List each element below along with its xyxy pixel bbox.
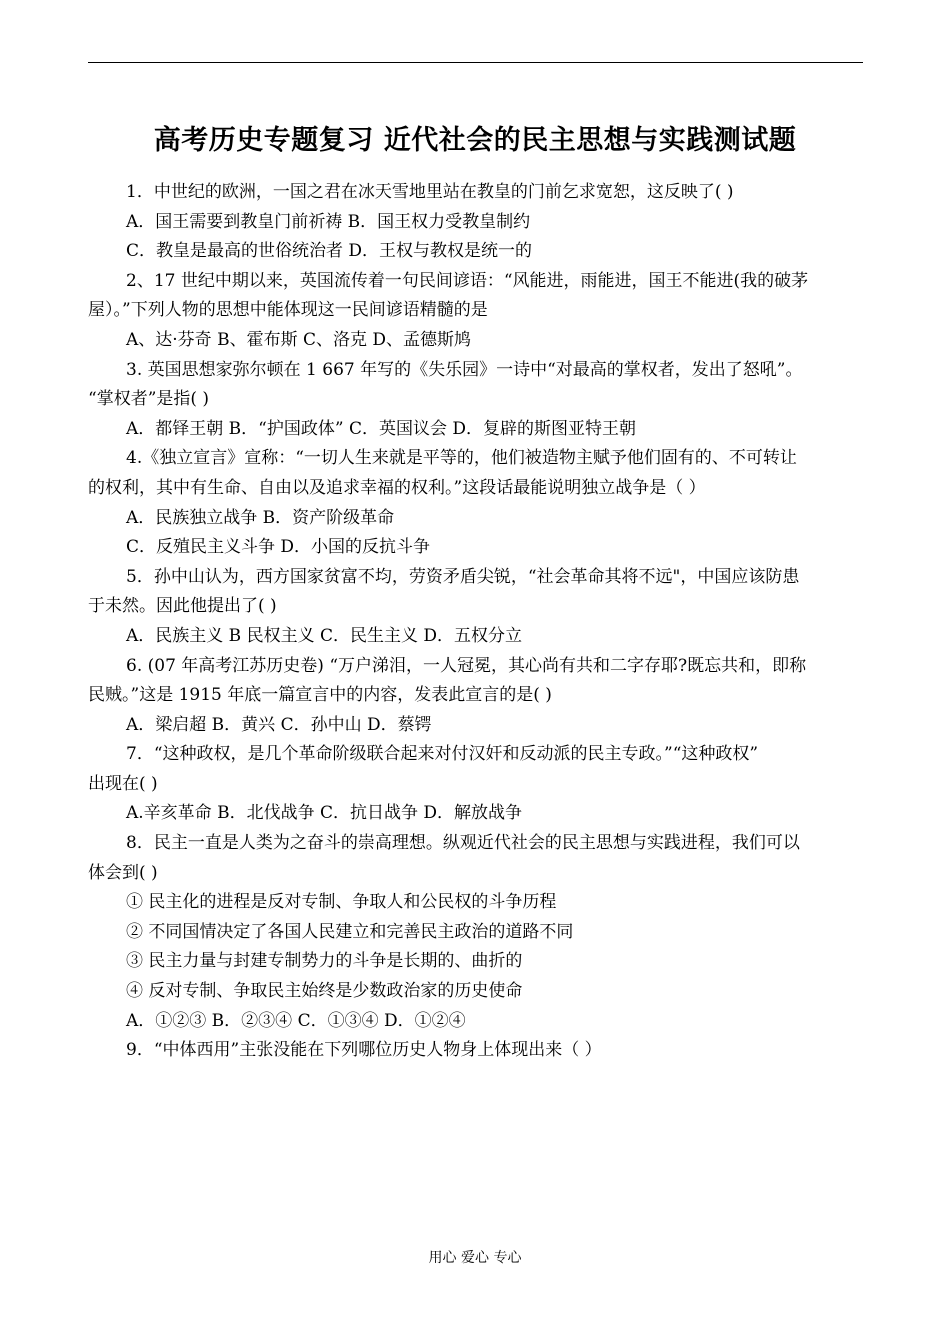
header-rule [88,62,863,63]
text-line: A、达·芬奇 B、霍布斯 C、洛克 D、孟德斯鸠 [126,329,472,350]
text-line: 体会到( ) [88,862,158,883]
text-line: 4.《独立宣言》宣称：“一切人生来就是平等的，他们被造物主赋予他们固有的、不可转让 [126,448,797,469]
text-line: C．教皇是最高的世俗统治者 D．王权与教权是统一的 [126,241,533,262]
text-line: 出现在( ) [88,773,158,794]
text-line: 1．中世纪的欧洲，一国之君在冰天雪地里站在教皇的门前乞求宽恕，这反映了( ) [126,182,734,202]
text-line: 6. (07 年高考江苏历史卷) “万户涕泪，一人冠冕，其心尚有共和二字存耶?既忘共和，即称 [126,655,807,676]
text-line: 5．孙中山认为，西方国家贫富不均，劳资矛盾尖锐，“社会革命其将不远"，中国应该防患 [126,566,800,587]
page-footer: 用心 爱心 专心 [428,1250,522,1266]
text-line: 屋）。”下列人物的思想中能体现这一民间谚语精髓的是 [88,300,488,321]
text-line: 2、17 世纪中期以来，英国流传着一句民间谚语：“风能进，雨能进，国王不能进(我的破茅 [126,270,809,291]
text-line: 3. 英国思想家弥尔顿在 1 667 年写的《失乐园》一诗中“对最高的掌权者，发出了怒吼”。 [126,359,803,380]
text-line: 于未然。因此他提出了( ) [88,596,277,617]
text-line: ① 民主化的进程是反对专制、争取人和公民权的斗争历程 [126,892,557,913]
text-line: A．梁启超 B．黄兴 C．孙中山 D．蔡锷 [126,714,432,735]
text-line: A．都铎王朝 B．“护国政体” C．英国议会 D．复辟的斯图亚特王朝 [126,418,636,439]
text-line: 民贼。”这是 1915 年底一篇宣言中的内容，发表此宣言的是( ) [88,685,552,706]
text-line: C．反殖民主义斗争 D．小国的反抗斗争 [126,537,431,558]
text-line: ④ 反对专制、争取民主始终是少数政治家的历史使命 [126,981,523,1002]
text-line: 的权利，其中有生命、自由以及追求幸福的权利。”这段话最能说明独立战争是（ ） [88,477,706,498]
text-line: ② 不同国情决定了各国人民建立和完善民主政治的道路不同 [126,921,574,942]
text-line: A．①②③ B．②③④ C．①③④ D．①②④ [126,1010,466,1031]
text-line: A．民族独立战争 B．资产阶级革命 [126,507,395,528]
text-line: “掌权者”是指( ) [88,389,210,410]
text-line: A.辛亥革命 B．北伐战争 C．抗日战争 D．解放战争 [126,803,523,824]
text-line: ③ 民主力量与封建专制势力的斗争是长期的、曲折的 [126,951,523,972]
text-line: A．国王需要到教皇门前祈祷 B．国王权力受教皇制约 [126,211,531,232]
question-body [88,178,863,1066]
text-line: 7．“这种政权，是几个革命阶级联合起来对付汉奸和反动派的民主专政。”“这种政权” [126,744,759,765]
page-title: 高考历史专题复习 近代社会的民主思想与实践测试题 [153,125,797,156]
text-line: 8．民主一直是人类为之奋斗的崇高理想。纵观近代社会的民主思想与实践进程，我们可以 [126,833,800,854]
text-line: 9．“中体西用”主张没能在下列哪位历史人物身上体现出来（ ） [126,1040,602,1061]
text-line: A．民族主义 B 民权主义 C．民生主义 D．五权分立 [126,625,523,646]
